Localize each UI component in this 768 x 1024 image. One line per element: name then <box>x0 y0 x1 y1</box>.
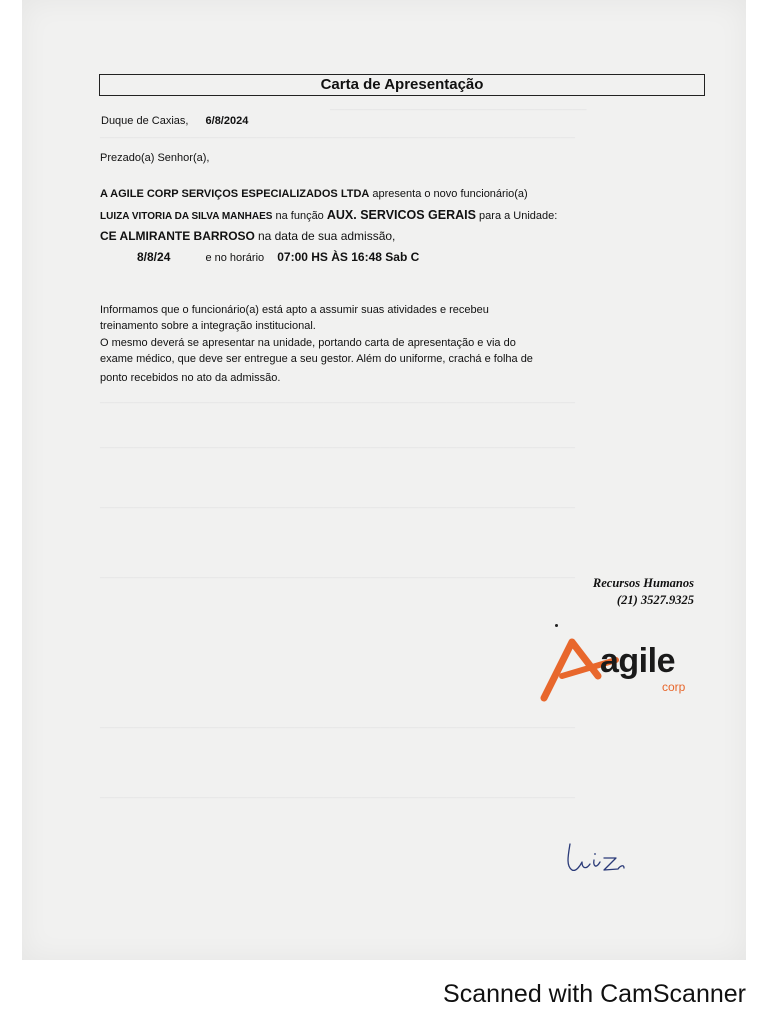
hr-phone: (21) 3527.9325 <box>616 593 694 607</box>
employee-role: AUX. SERVICOS GERAIS <box>326 208 476 222</box>
unit-name: CE ALMIRANTE BARROSO <box>100 229 255 243</box>
paragraph-line: ponto recebidos no ato da admissão. <box>100 372 281 384</box>
logo-sub: corp <box>662 680 686 694</box>
schedule-line <box>137 250 419 265</box>
paragraph-line: Informamos que o funcionário(a) está apto a assumir suas atividades e recebeu <box>100 304 489 316</box>
signature <box>560 838 630 878</box>
intro-text: apresenta o novo funcionário(a) <box>372 188 528 200</box>
paragraph-line: treinamento sobre a integração institucional. <box>100 320 316 332</box>
employee-line <box>100 208 557 224</box>
place-date-line <box>101 114 248 128</box>
letter-date: 6/8/2024 <box>205 115 249 127</box>
admission-text: na data de sua admissão, <box>257 229 396 243</box>
scanned-page <box>22 0 746 960</box>
city: Duque de Caxias, <box>101 115 189 127</box>
agile-corp-logo <box>540 636 710 706</box>
company-name: A AGILE CORP SERVIÇOS ESPECIALIZADOS LTDA <box>100 188 370 200</box>
dot-mark <box>555 624 558 627</box>
hr-department: Recursos Humanos <box>592 576 694 590</box>
paragraph-line: exame médico, que deve ser entregue a seu gestor. Além do uniforme, crachá e folha de <box>100 353 533 365</box>
unit-prefix: para a Unidade: <box>479 210 558 222</box>
document-title: Carta de Apresentação <box>99 74 705 96</box>
work-schedule: 07:00 HS ÀS 16:48 Sab C <box>277 250 420 264</box>
scanner-watermark: Scanned with CamScanner <box>443 980 746 1008</box>
admission-date: 8/8/24 <box>137 250 171 264</box>
intro-line <box>100 187 528 201</box>
role-prefix: na função <box>275 210 324 222</box>
schedule-prefix: e no horário <box>205 252 265 264</box>
unit-line <box>100 229 395 244</box>
logo-word: agile <box>600 642 675 680</box>
paragraph-line: O mesmo deverá se apresentar na unidade, portando carta de apresentação e via do <box>100 337 516 349</box>
employee-name: LUIZA VITORIA DA SILVA MANHAES <box>100 211 273 222</box>
greeting: Prezado(a) Senhor(a), <box>100 152 210 164</box>
